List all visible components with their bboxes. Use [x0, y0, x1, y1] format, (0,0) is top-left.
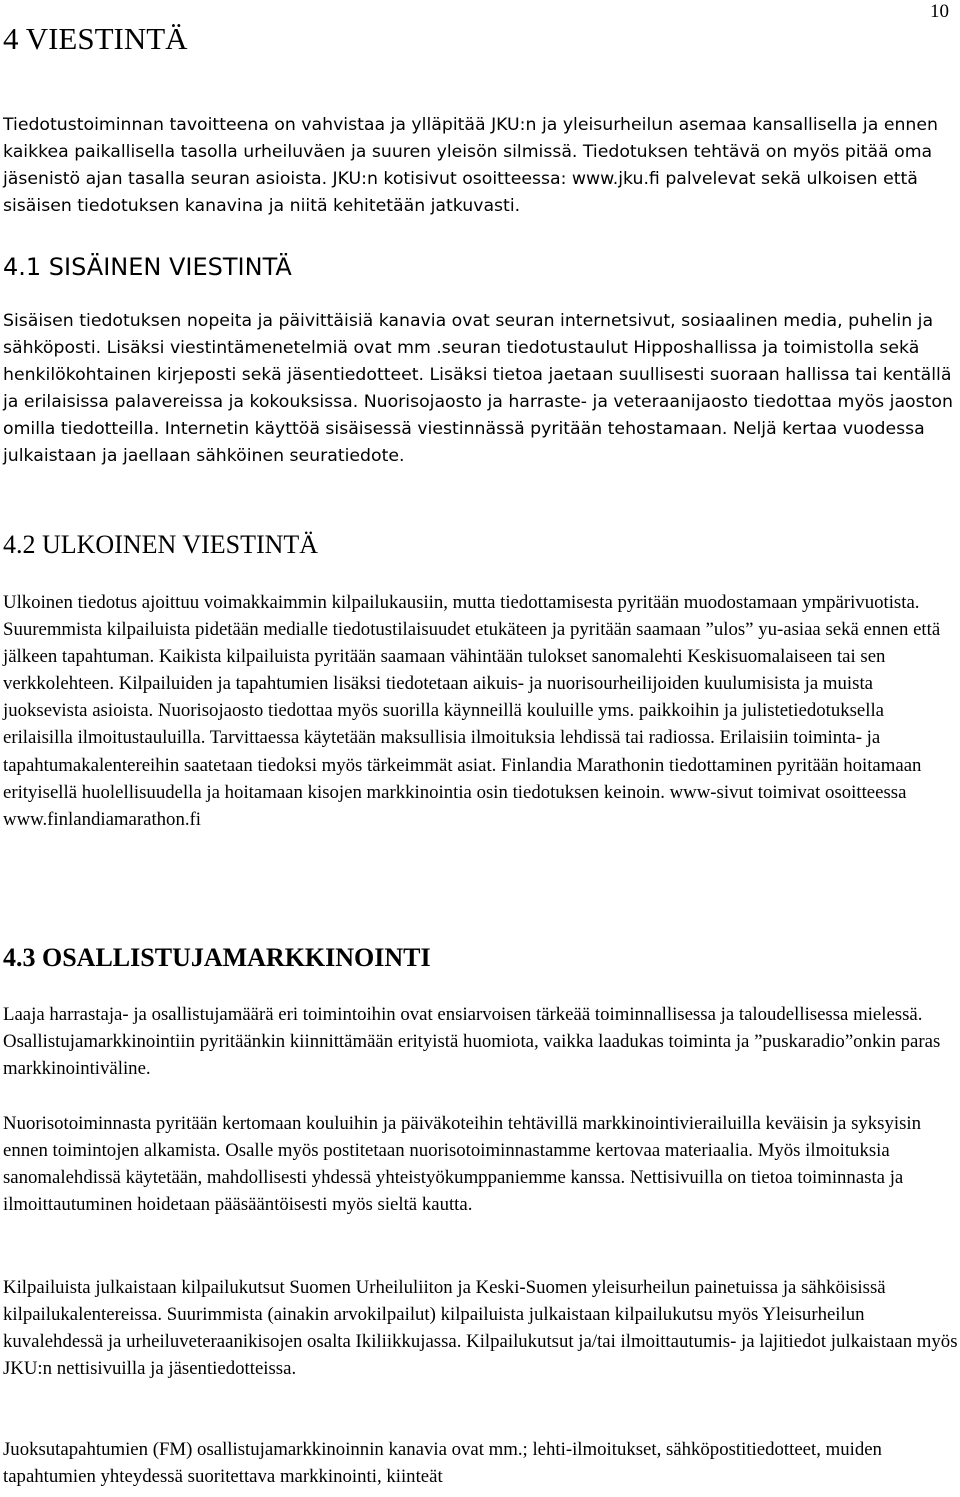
- section-4-1-heading: 4.1 SISÄINEN VIESTINTÄ: [3, 253, 292, 281]
- section-4-3-paragraph-2: Nuorisotoiminnasta pyritään kertomaan kouluihin ja päiväkoteihin tehtävillä markkinointivierailuilla keväisin ja syksyisin ennen toimintojen alkamista. Osalle myös postitetaan nuorisotoiminnastamme kertovaa materiaalia. Myös ilmoituksia sanomalehdissä käytetään, mahdollisesti yhdessä yhteistyökumppaniemme kanssa. Nettisivuilla on tietoa toiminnasta ja ilmoittautuminen hoidetaan pääsääntöisesti myös sieltä kautta.: [3, 1113, 921, 1216]
- section-4-3-paragraph-1: Laaja harrastaja- ja osallistujamäärä eri toimintoihin ovat ensiarvoisen tärkeää toiminnallisessa ja taloudellisessa mielessä. Osallistujamarkkinointiin pyritäänkin kiinnittämään erityistä huomiota, vaikka laadukas toiminta ja ”puskaradio”onkin paras markkinointiväline.: [3, 1004, 941, 1080]
- section-4-2-paragraph: Ulkoinen tiedotus ajoittuu voimakkaimmin kilpailukausiin, mutta tiedottamisesta pyritään muodostamaan ympärivuotista. Suuremmista kilpailuista pidetään medialle tiedotustilaisuudet etukäteen ja pyritään saamaan ”ulos” yu-asiaa sekä ennen että jälkeen tapahtuman. Kaikista kilpailuista pyritään saamaan vähintään tulokset sanomalehti Keskisuomalaiseen tai sen verkkolehteen. Kilpailuiden ja tapahtumien lisäksi tiedotetaan aikuis- ja nuorisourheilijoiden kuulumisista ja muista juoksevista asioista. Nuorisojaosto tiedottaa myös suorilla käynneillä kouluille yms. paikkoihin ja julistetiedotuksella erilaisilla ilmoitustauluilla. Tarvittaessa käytetään maksullisia ilmoituksia lehdissä tai radiossa. Erilaisiin toiminta- ja tapahtumakalentereihin saatetaan tiedoksi myös tärkeimmät asiat. Finlandia Marathonin tiedottaminen pyritään hoitamaan erityisellä huolellisuudella ja hoitamaan kisojen markkinointia osin tiedotuksen keinoin. www-sivut toimivat osoitteessa www.finlandiamarathon.fi: [3, 592, 941, 830]
- section-4-3-heading: 4.3 OSALLISTUJAMARKKINOINTI: [3, 943, 431, 972]
- section-4-3-paragraph-4: Juoksutapahtumien (FM) osallistujamarkkinoinnin kanavia ovat mm.; lehti-ilmoitukset, sähköpostitiedotteet, muiden tapahtumien yhteydessä suoritettava markkinointi, kiinteät: [3, 1439, 882, 1488]
- section-4-1-paragraph: Sisäisen tiedotuksen nopeita ja päivittäisiä kanavia ovat seuran internetsivut, sosiaalinen media, puhelin ja sähköposti. Lisäksi viestintämenetelmiä ovat mm .seuran tiedotustaulut Hipposhallissa ja toimistolla sekä henkilökohtainen kirjeposti sekä jäsentiedotteet. Lisäksi tietoa jaetaan suullisesti suoraan hallissa tai kentällä ja erilaisissa palavereissa ja kokouksissa. Nuorisojaosto ja harraste- ja veteraanijaosto tiedottaa myös jaoston omilla tiedotteilla. Internetin käyttöä sisäisessä viestinnässä pyritään tehostamaan. Neljä kertaa vuodessa julkaistaan ja jaellaan sähköinen seuratiedote.: [3, 311, 953, 467]
- section-4-paragraph: Tiedotustoiminnan tavoitteena on vahvistaa ja ylläpitää JKU:n ja yleisurheilun asemaa kansallisella ja ennen kaikkea paikallisella tasolla urheiluväen ja suuren yleisön silmissä. Tiedotuksen tehtävä on myös pitää oma jäsenistö ajan tasalla seuran asioista. JKU:n kotisivut osoitteessa: www.jku.fi palvelevat sekä ulkoisen että sisäisen tiedotuksen kanavina ja niitä kehitetään jatkuvasti.: [3, 115, 938, 217]
- section-4-heading: 4 VIESTINTÄ: [3, 21, 188, 56]
- section-4-2-heading: 4.2 ULKOINEN VIESTINTÄ: [3, 530, 319, 559]
- section-4-3-paragraph-3: Kilpailuista julkaistaan kilpailukutsut Suomen Urheiluliiton ja Keski-Suomen yleisurheilun painetuissa ja sähköisissä kilpailukalentereissa. Suurimmista (ainakin arvokilpailut) kilpailuista julkaistaan kilpailukutsu myös Yleisurheilun kuvalehdessä ja urheiluveteraanikisojen osalta Ikiliikkujassa. Kilpailukutsut ja/tai ilmoittautumis- ja lajitiedot julkaistaan myös JKU:n nettisivuilla ja jäsentiedotteissa.: [3, 1277, 958, 1380]
- page-number: 10: [930, 1, 949, 22]
